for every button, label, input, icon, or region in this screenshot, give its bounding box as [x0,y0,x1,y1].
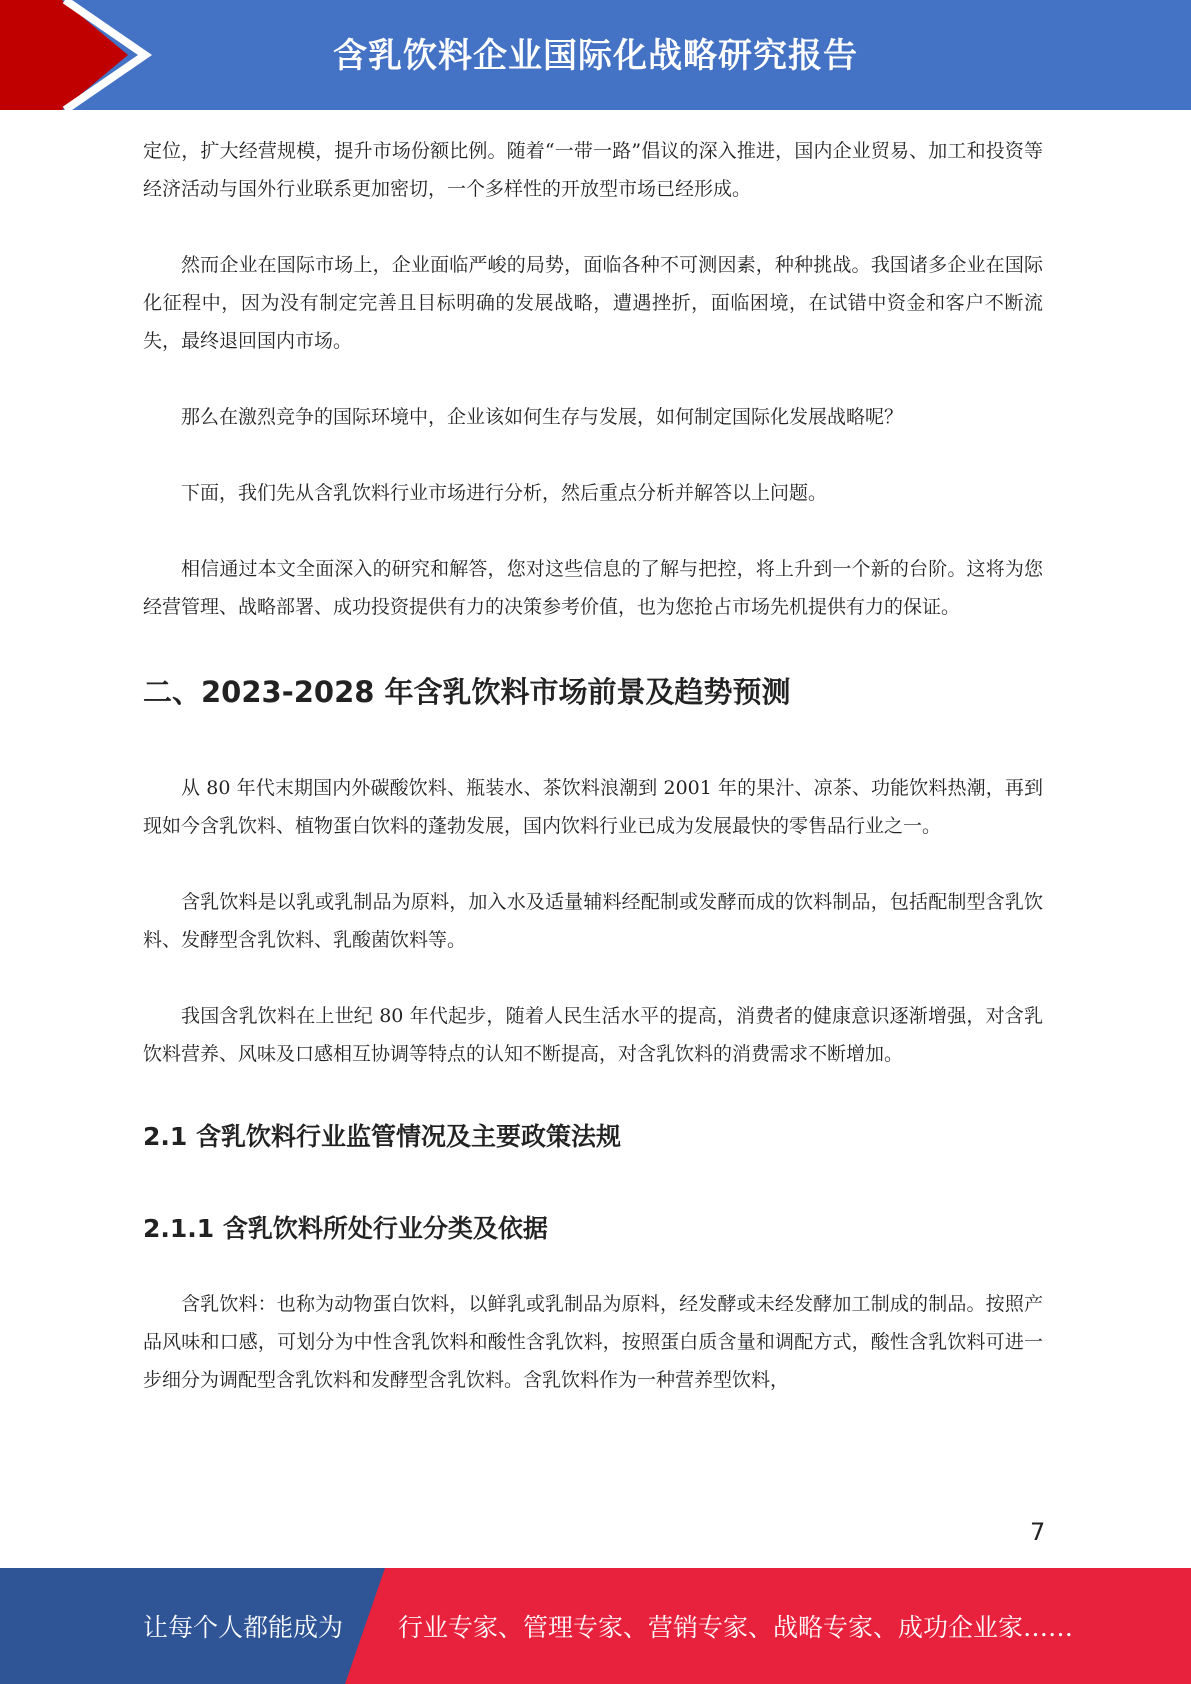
header-banner [0,0,1191,110]
paragraph: 我国含乳饮料在上世纪 80 年代起步，随着人民生活水平的提高，消费者的健康意识逐渐增强，对含乳饮料营养、风味及口感相互协调等特点的认知不断提高，对含乳饮料的消费需求不断增加。 [143,1005,1043,1065]
footer-slogan-left: 让每个人都能成为 [143,1613,344,1642]
paragraph: 那么在激烈竞争的国际环境中，企业该如何生存与发展，如何制定国际化发展战略呢？ [181,406,904,428]
paragraph: 相信通过本文全面深入的研究和解答，您对这些信息的了解与把控，将上升到一个新的台阶。这将为您经营管理、战略部署、成功投资提供有力的决策参考价值，也为您抢占市场先机提供有力的保证。 [143,558,1043,618]
paragraph: 含乳饮料：也称为动物蛋白饮料，以鲜乳或乳制品为原料，经发酵或未经发酵加工制成的制品。按照产品风味和口感，可划分为中性含乳饮料和酸性含乳饮料，按照蛋白质含量和调配方式，酸性含乳饮料可进一步细分为调配型含乳饮料和发酵型含乳饮料。含乳饮料作为一种营养型饮料， [143,1293,1043,1391]
paragraph: 下面，我们先从含乳饮料行业市场进行分析，然后重点分析并解答以上问题。 [181,482,828,504]
subsection-heading: 2.1 含乳饮料行业监管情况及主要政策法规 [143,1122,621,1151]
paragraph: 定位，扩大经营规模，提升市场份额比例。随着“一带一路”倡议的深入推进，国内企业贸易、加工和投资等经济活动与国外行业联系更加密切，一个多样性的开放型市场已经形成。 [143,140,1043,200]
paragraph: 含乳饮料是以乳或乳制品为原料，加入水及适量辅料经配制或发酵而成的饮料制品，包括配制型含乳饮料、发酵型含乳饮料、乳酸菌饮料等。 [143,891,1043,951]
paragraph: 从 80 年代末期国内外碳酸饮料、瓶装水、茶饮料浪潮到 2001 年的果汁、凉茶、功能饮料热潮，再到现如今含乳饮料、植物蛋白饮料的蓬勃发展，国内饮料行业已成为发展最快的零售品行业之一。 [143,777,1043,837]
section-heading: 二、2023-2028 年含乳饮料市场前景及趋势预测 [143,675,791,709]
page-number: 7 [1030,1518,1046,1546]
footer-slogan-right: 行业专家、管理专家、营销专家、战略专家、成功企业家…… [398,1613,1074,1642]
report-title: 含乳饮料企业国际化战略研究报告 [333,36,858,76]
footer-banner [0,1568,1191,1684]
subsubsection-heading: 2.1.1 含乳饮料所处行业分类及依据 [143,1214,548,1243]
paragraph: 然而企业在国际市场上，企业面临严峻的局势，面临各种不可测因素，种种挑战。我国诸多企业在国际化征程中，因为没有制定完善且目标明确的发展战略，遭遇挫折，面临困境，在试错中资金和客户不断流失，最终退回国内市场。 [143,254,1043,352]
document-body [143,132,1043,1399]
